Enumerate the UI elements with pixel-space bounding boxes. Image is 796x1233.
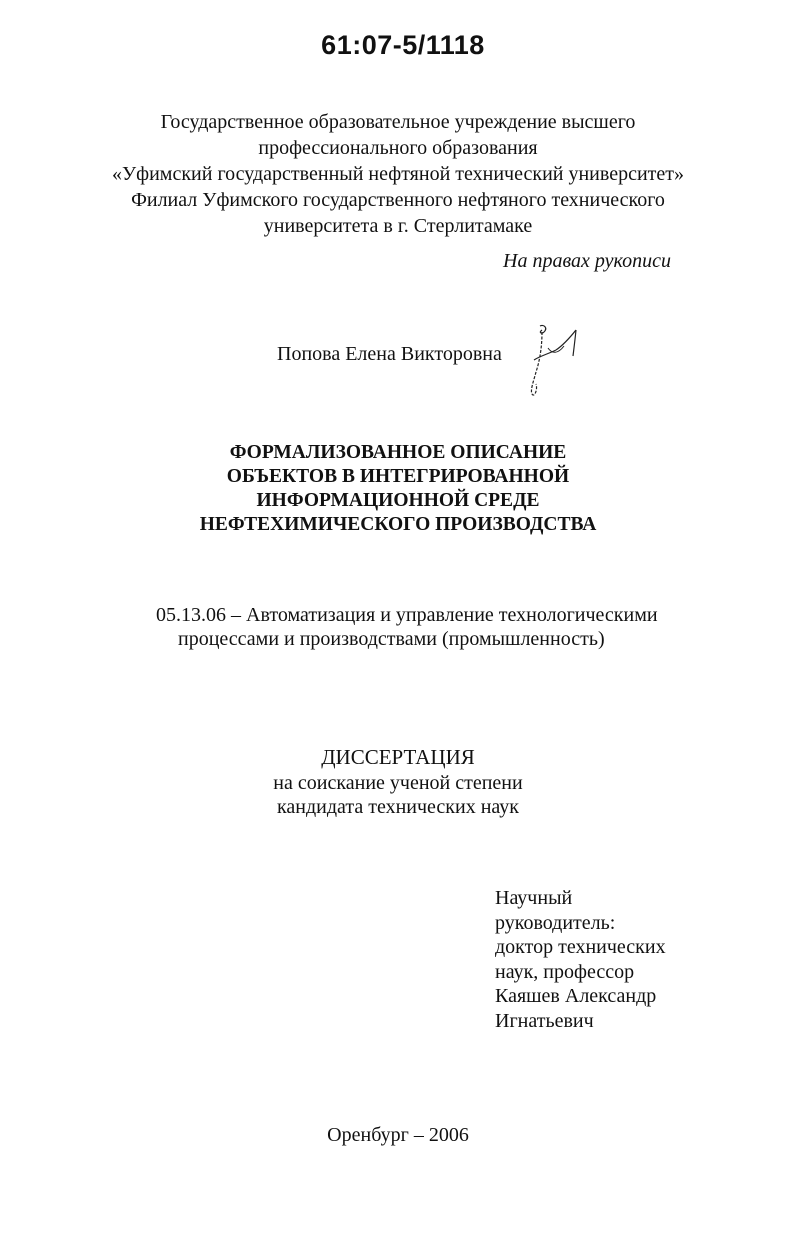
supervisor-line: руководитель: (495, 911, 616, 934)
institution-header (0, 109, 796, 239)
title-line: ИНФОРМАЦИОННОЙ СРЕДЕ (256, 490, 540, 511)
title-line: ФОРМАЛИЗОВАННОЕ ОПИСАНИЕ (229, 442, 567, 463)
institution-line: Государственное образовательное учреждение высшего (160, 111, 636, 133)
dissertation-title (0, 441, 796, 537)
dissertation-heading: ДИССЕРТАЦИЯ (321, 745, 475, 769)
specialty (156, 603, 658, 651)
supervisor-line: наук, профессор (495, 960, 635, 983)
institution-line: университета в г. Стерлитамаке (263, 215, 533, 237)
specialty-line: процессами и производствами (промышленность) (178, 628, 605, 650)
city-year: Оренбург – 2006 (327, 1124, 469, 1146)
title-line: ОБЪЕКТОВ В ИНТЕГРИРОВАННОЙ (226, 466, 570, 487)
dissertation-block (0, 745, 796, 819)
author-name: Попова Елена Викторовна (277, 343, 502, 365)
institution-line: Филиал Уфимского государственного нефтяного технического (131, 189, 665, 211)
manuscript-rights-note: На правах рукописи (503, 250, 671, 272)
archive-stamp-text: 61:07-5/1118 (321, 30, 485, 60)
institution-line: «Уфимский государственный нефтяной технический университет» (111, 163, 685, 185)
specialty-line: 05.13.06 – Автоматизация и управление технологическими (156, 604, 658, 626)
supervisor-line: Каяшев Александр (495, 985, 657, 1007)
degree-line: кандидата технических наук (276, 796, 520, 818)
supervisor-line: Научный (495, 887, 573, 909)
scientific-supervisor (495, 886, 666, 1033)
title-line: НЕФТЕХИМИЧЕСКОГО ПРОИЗВОДСТВА (199, 514, 597, 535)
supervisor-line: доктор технических (495, 936, 666, 958)
author-signature-icon (518, 320, 588, 400)
supervisor-line: Игнатьевич (495, 1009, 594, 1032)
archive-stamp (0, 30, 796, 61)
degree-line: на соискание ученой степени (273, 772, 523, 794)
institution-line: профессионального образования (258, 137, 538, 159)
